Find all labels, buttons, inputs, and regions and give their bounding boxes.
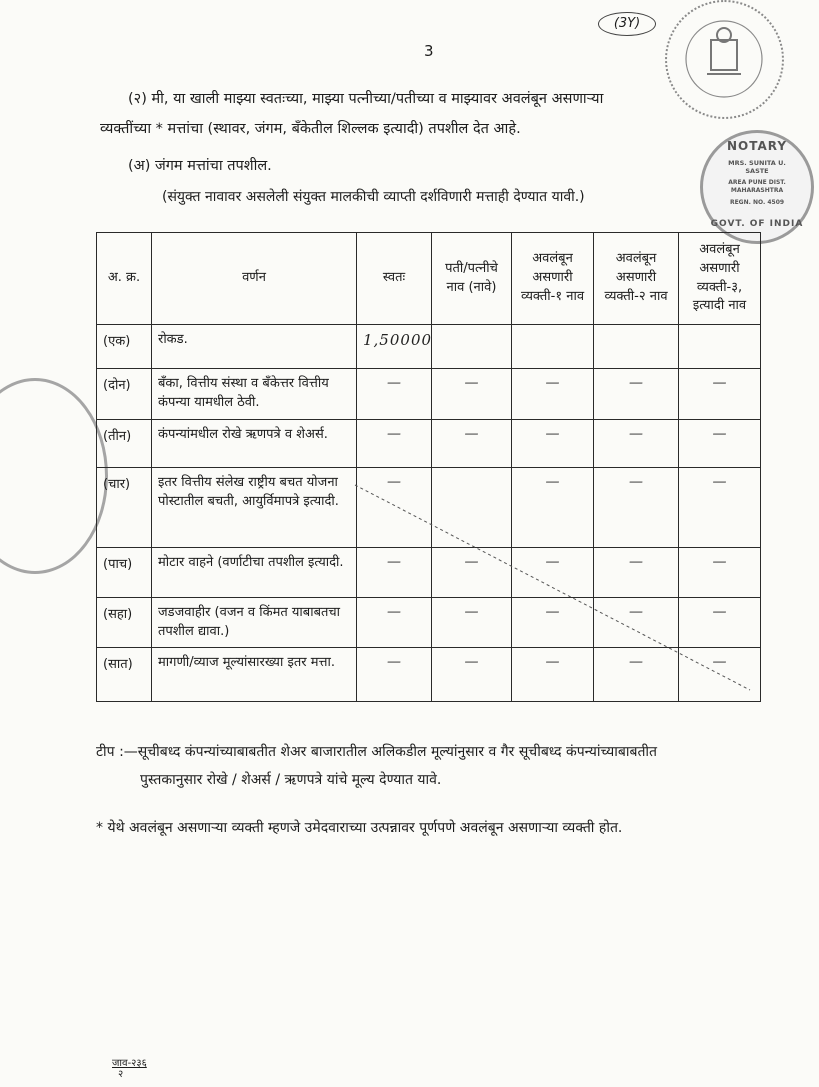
row-description: मागणी/व्याज मूल्यांसारख्या इतर मत्ता.: [152, 648, 357, 702]
row-spouse-value: —: [432, 547, 512, 597]
row-dependent-2-value: —: [594, 648, 679, 702]
table-row: [97, 369, 761, 420]
notary-stamp-reg: REGN. NO. 4509: [729, 199, 785, 206]
row-serial: (सहा): [97, 597, 152, 648]
form-code-line-1: जाव-२३६: [112, 1058, 147, 1069]
row-serial: (चार): [97, 467, 152, 547]
row-dependent-3-value: [679, 325, 761, 369]
row-dependent-1-value: —: [512, 419, 594, 467]
footnote: * येथे अवलंबून असणाऱ्या व्यक्ती म्हणजे उमेदवाराच्या उत्पन्नावर पूर्णपणे अवलंबून असणाऱ्या व्यक्ती होत.: [96, 820, 623, 836]
row-serial: (सात): [97, 648, 152, 702]
header-self: स्वतः: [357, 233, 432, 325]
faded-notary-stamp: [0, 378, 108, 574]
table-header-row: [97, 233, 761, 325]
row-serial: (एक): [97, 325, 152, 369]
table-row: [97, 419, 761, 467]
header-spouse: पती/पत्नीचे नाव (नावे): [432, 233, 512, 325]
row-dependent-2-value: —: [594, 419, 679, 467]
row-spouse-value: [432, 325, 512, 369]
notary-stamp-area: AREA PUNE DIST. MAHARASHTRA: [728, 179, 786, 194]
row-dependent-3-value: —: [679, 467, 761, 547]
tip-line-1: टीप :—सूचीबध्द कंपन्यांच्याबाबतीत शेअर बाजारातील अलिकडील मूल्यांनुसार व गैर सूचीबध्द कंपन्यांच्याबाबतीत: [96, 744, 658, 760]
row-dependent-2-value: [594, 325, 679, 369]
row-description: कंपन्यांमधील रोखे ऋणपत्रे व शेअर्स.: [152, 419, 357, 467]
row-dependent-1-value: —: [512, 467, 594, 547]
form-code-line-2: २: [118, 1069, 124, 1080]
section-note: (संयुक्त नावावर असलेली संयुक्त मालकीची व्याप्ती दर्शविणारी मत्ताही देण्यात यावी.): [162, 189, 585, 205]
row-dependent-3-value: —: [679, 369, 761, 420]
row-self-value: —: [357, 369, 432, 420]
row-serial: (पाच): [97, 547, 152, 597]
row-dependent-1-value: [512, 325, 594, 369]
section-title: (अ) जंगम मत्तांचा तपशील.: [128, 158, 272, 174]
row-description: मोटार वाहने (वर्णाटीचा तपशील इत्यादी.: [152, 547, 357, 597]
notary-stamp: [700, 130, 814, 244]
header-serial: अ. क्र.: [97, 233, 152, 325]
page-number: 3: [424, 42, 434, 60]
row-description: बँका, वित्तीय संस्था व बँकेत्तर वित्तीय कंपन्या यामधील ठेवी.: [152, 369, 357, 420]
row-dependent-1-value: —: [512, 547, 594, 597]
row-spouse-value: —: [432, 648, 512, 702]
row-dependent-2-value: —: [594, 369, 679, 420]
row-spouse-value: —: [432, 419, 512, 467]
row-dependent-3-value: —: [679, 597, 761, 648]
table-row: [97, 325, 761, 369]
row-dependent-2-value: —: [594, 597, 679, 648]
header-dependent-2: अवलंबून असणारी व्यक्ती-२ नाव: [594, 233, 679, 325]
row-dependent-2-value: —: [594, 467, 679, 547]
intro-line-2: व्यक्तींच्या * मत्तांचा (स्थावर, जंगम, बँकेतील शिल्लक इत्यादी) तपशील देत आहे.: [100, 121, 521, 137]
row-dependent-1-value: —: [512, 648, 594, 702]
row-spouse-value: —: [432, 369, 512, 420]
row-dependent-3-value: —: [679, 547, 761, 597]
row-self-value: —: [357, 547, 432, 597]
row-description: जडजवाहीर (वजन व किंमत याबाबतचा तपशील द्यावा.): [152, 597, 357, 648]
notary-stamp-name: MRS. SUNITA U. SASTE: [728, 159, 786, 176]
row-spouse-value: —: [432, 597, 512, 648]
row-self-value: —: [357, 467, 432, 547]
row-self-value: 1,50000: [357, 325, 432, 369]
diagonal-strike-line: [350, 480, 760, 695]
tip-line-2: पुस्तकानुसार रोखे / शेअर्स / ऋणपत्रे यांचे मूल्य देण्यात यावे.: [140, 772, 442, 788]
row-self-value: —: [357, 648, 432, 702]
row-self-value: —: [357, 597, 432, 648]
intro-line-1: (२) मी, या खाली माझ्या स्वतःच्या, माझ्या पत्नीच्या/पतीच्या व माझ्यावर अवलंबून असणाऱ्या: [128, 91, 604, 107]
row-dependent-3-value: —: [679, 419, 761, 467]
notary-stamp-title: NOTARY: [726, 139, 788, 153]
header-dependent-3: अवलंबून असणारी व्यक्ती-३, इत्यादी नाव: [679, 233, 761, 325]
row-serial: (दोन): [97, 369, 152, 420]
notary-stamp-bottom: GOVT. OF INDIA: [710, 219, 804, 229]
row-description: रोकड.: [152, 325, 357, 369]
row-dependent-1-value: —: [512, 369, 594, 420]
row-self-value: —: [357, 419, 432, 467]
row-dependent-2-value: —: [594, 547, 679, 597]
handwritten-oval-mark: (3Y): [598, 12, 656, 36]
row-dependent-1-value: —: [512, 597, 594, 648]
row-description: इतर वित्तीय संलेख राष्ट्रीय बचत योजना पोस्टातील बचती, आयुर्विमापत्रे इत्यादी.: [152, 467, 357, 547]
header-dependent-1: अवलंबून असणारी व्यक्ती-१ नाव: [512, 233, 594, 325]
form-code: [112, 1058, 147, 1080]
header-description: वर्णन: [152, 233, 357, 325]
row-serial: (तीन): [97, 419, 152, 467]
row-dependent-3-value: —: [679, 648, 761, 702]
